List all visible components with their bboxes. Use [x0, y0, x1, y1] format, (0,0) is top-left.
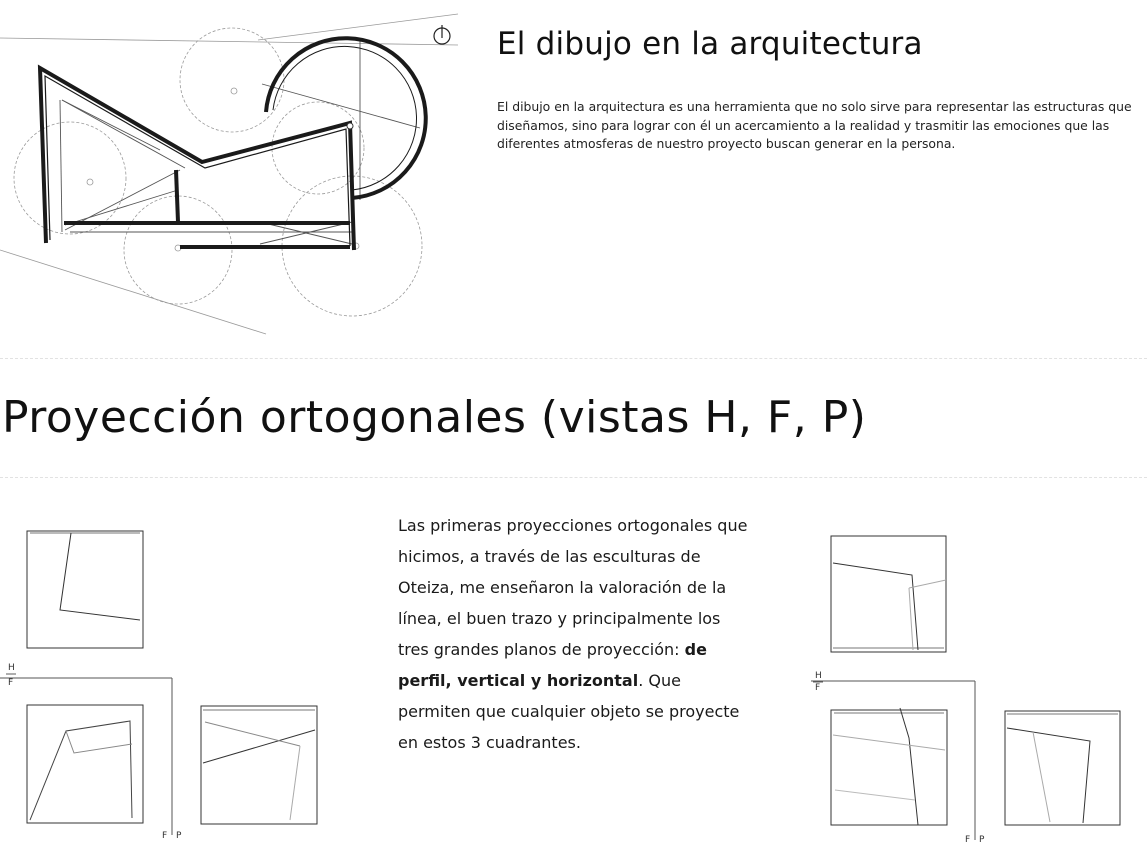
label-fp-p: P — [176, 831, 182, 841]
intro-paragraph: El dibujo en la arquitectura es una herramienta que no solo sirve para representar las estructuras que diseñamos, sino para lograr con él un acercamiento a la realidad y trasmitir las emociones que las diferentes atmosferas de nuestro proyecto buscan generar en la persona. — [497, 99, 1132, 151]
section-divider — [0, 477, 1147, 478]
label-fp-p-right: P — [979, 835, 985, 843]
label-f-right: F — [815, 683, 821, 693]
label-fp-f-right: F — [965, 835, 971, 843]
paragraph-text-before: Las primeras proyecciones ortogonales que hicimos, a través de las esculturas de Oteiza, me enseñaron la valoración de la línea, el buen trazo y principalmente los tres grandes planos de proyección: — [398, 516, 748, 659]
label-f: F — [8, 678, 14, 688]
section-title-projections: Proyección ortogonales (vistas H, F, P) — [2, 392, 867, 443]
section-title-drawing: El dibujo en la arquitectura — [497, 26, 923, 62]
section-divider — [0, 358, 1147, 359]
projection-sketch-right — [805, 500, 1147, 843]
label-h-right: H — [815, 671, 822, 681]
floor-plan-drawing — [0, 0, 462, 340]
label-fp-f: F — [162, 831, 168, 841]
projection-sketch-left — [0, 500, 330, 843]
paragraph-text-after: . Que permiten que cualquier objeto se proyecte en estos 3 cuadrantes. — [398, 671, 740, 752]
label-h: H — [8, 663, 15, 673]
paragraph-bold: de perfil, vertical y horizontal — [398, 640, 707, 690]
projections-paragraph — [398, 510, 753, 758]
